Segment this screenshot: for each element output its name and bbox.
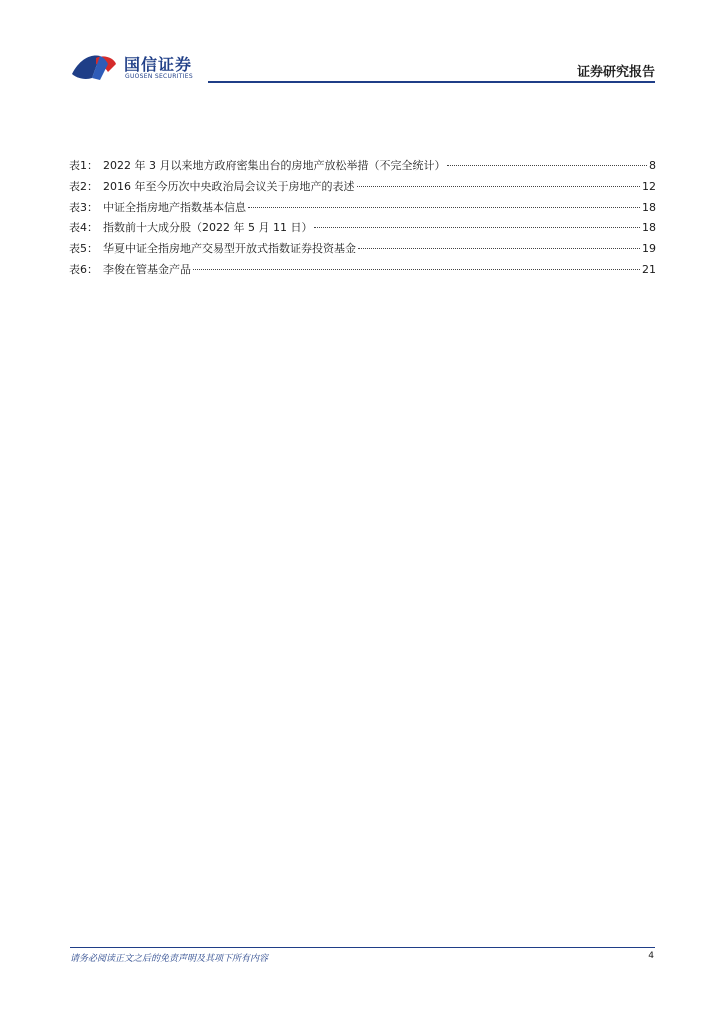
toc-item-label: 表2： bbox=[69, 179, 98, 193]
guosen-logo-icon bbox=[70, 52, 118, 82]
logo-english-name: GUOSEN SECURITIES bbox=[125, 73, 194, 80]
toc-item-title: 李俊在管基金产品 bbox=[103, 262, 191, 276]
footer-divider bbox=[70, 947, 655, 948]
toc-dot-leader bbox=[314, 227, 640, 228]
toc-item-page: 8 bbox=[649, 159, 656, 172]
toc-item-page: 19 bbox=[642, 242, 656, 256]
toc-row-3[interactable] bbox=[69, 198, 656, 219]
toc-row-6[interactable] bbox=[69, 260, 656, 281]
toc-item-title: 指数前十大成分股（2022 年 5 月 11 日） bbox=[103, 221, 313, 235]
footer-disclaimer: 请务必阅读正文之后的免责声明及其项下所有内容 bbox=[70, 954, 269, 964]
header-divider bbox=[208, 81, 655, 83]
toc-dot-leader bbox=[357, 186, 641, 187]
toc-dot-leader bbox=[358, 248, 640, 249]
guosen-logo bbox=[70, 48, 210, 86]
toc-row-4[interactable] bbox=[69, 218, 656, 239]
toc-row-2[interactable] bbox=[69, 177, 656, 198]
logo-chinese-name: 国信证券 bbox=[124, 55, 193, 74]
toc-item-title: 中证全指房地产指数基本信息 bbox=[103, 200, 246, 214]
toc-row-1[interactable] bbox=[69, 156, 656, 177]
report-type-label: 证券研究报告 bbox=[576, 65, 655, 80]
page-number: 4 bbox=[648, 951, 654, 961]
toc-item-page: 12 bbox=[642, 179, 656, 193]
page-header bbox=[70, 48, 655, 86]
toc-item-label: 表6： bbox=[69, 262, 98, 276]
toc-item-title: 2022 年 3 月以来地方政府密集出台的房地产放松举措（不完全统计） bbox=[103, 159, 446, 172]
table-of-tables bbox=[69, 156, 656, 281]
toc-item-page: 18 bbox=[642, 200, 656, 214]
toc-dot-leader bbox=[248, 207, 640, 208]
toc-item-title: 2016 年至今历次中央政治局会议关于房地产的表述 bbox=[103, 179, 355, 193]
toc-item-label: 表3： bbox=[69, 200, 98, 214]
toc-row-5[interactable] bbox=[69, 239, 656, 260]
toc-item-page: 18 bbox=[642, 221, 656, 235]
toc-item-label: 表5： bbox=[69, 242, 98, 256]
toc-item-title: 华夏中证全指房地产交易型开放式指数证券投资基金 bbox=[103, 242, 356, 256]
toc-item-page: 21 bbox=[642, 262, 656, 276]
toc-item-label: 表1： bbox=[69, 159, 98, 172]
toc-item-label: 表4： bbox=[69, 221, 98, 235]
toc-dot-leader bbox=[193, 269, 640, 270]
toc-dot-leader bbox=[447, 165, 647, 166]
